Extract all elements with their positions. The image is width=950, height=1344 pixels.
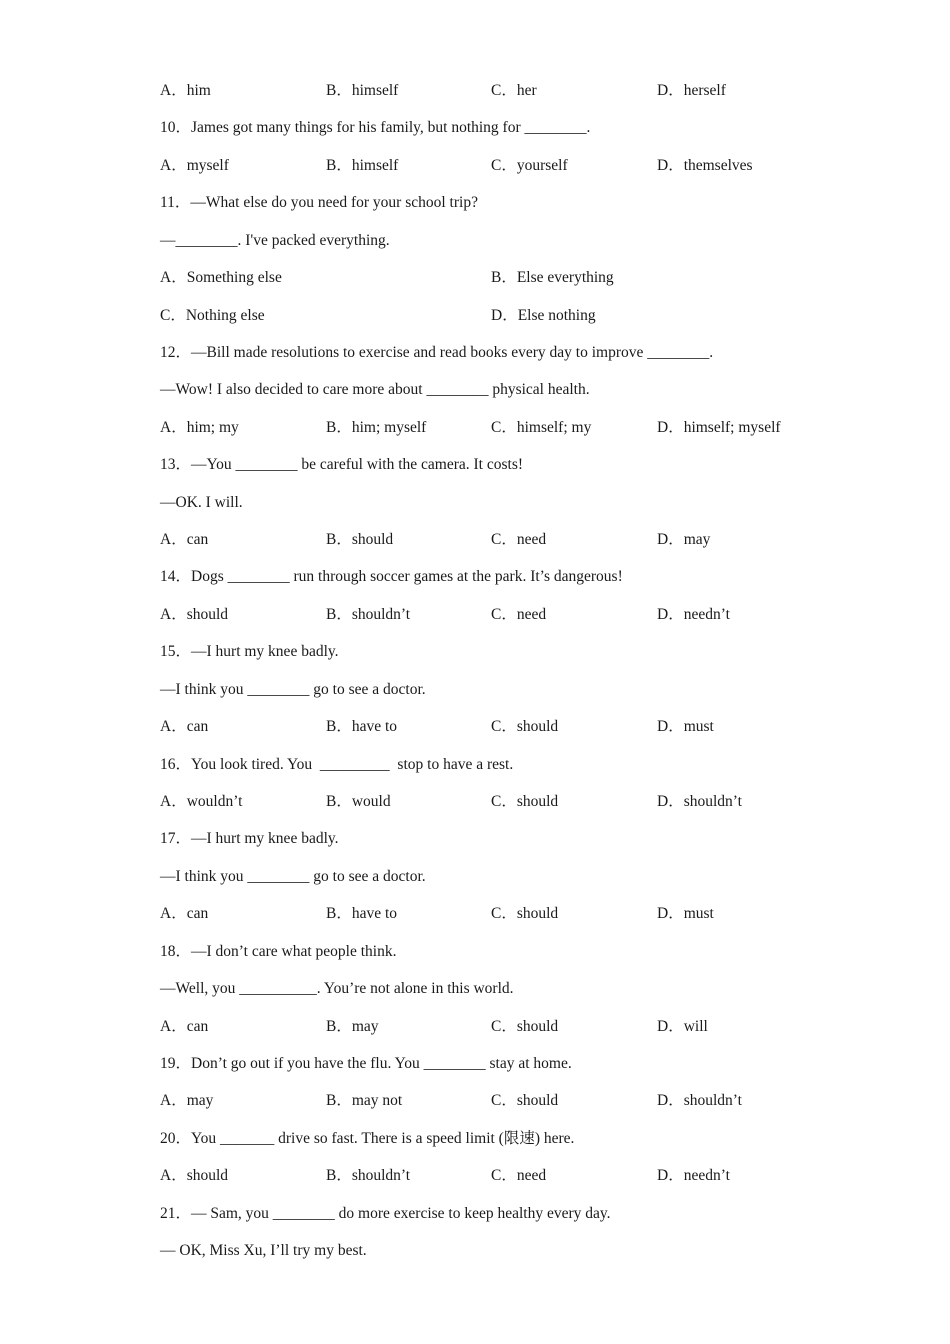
answer-option: B．have to	[326, 905, 398, 922]
answer-option: D．Else nothing	[491, 307, 596, 324]
answer-option: D．will	[657, 1018, 708, 1035]
answer-option: A．can	[160, 1018, 209, 1035]
answer-option: A．Something else	[160, 269, 282, 286]
question-line: 18．—I don’t care what people think.	[160, 943, 397, 960]
question-line: —OK. I will.	[160, 494, 243, 511]
answer-option: D．shouldn’t	[657, 1092, 742, 1109]
question-line: 12．—Bill made resolutions to exercise and read books every day to improve ________.	[160, 344, 714, 361]
answer-option: B．would	[326, 793, 391, 810]
answer-option: D．herself	[657, 82, 726, 99]
answer-option: B．may	[326, 1018, 379, 1035]
answer-option: C．need	[491, 531, 547, 548]
answer-option: D．needn’t	[657, 606, 730, 623]
question-line: 16．You look tired. You _________ stop to have a rest.	[160, 756, 514, 773]
answer-option: C．should	[491, 1092, 559, 1109]
answer-option: B．have to	[326, 718, 398, 735]
answer-option: D．shouldn’t	[657, 793, 742, 810]
question-line: — OK, Miss Xu, I’ll try my best.	[160, 1242, 367, 1259]
answer-option: A．can	[160, 531, 209, 548]
answer-option: B．him; myself	[326, 419, 427, 436]
answer-option: D．needn’t	[657, 1167, 730, 1184]
answer-option: A．him; my	[160, 419, 239, 436]
question-line: 20．You _______ drive so fast. There is a speed limit (限速) here.	[160, 1130, 575, 1147]
answer-option: D．must	[657, 718, 714, 735]
answer-option: B．may not	[326, 1092, 403, 1109]
question-line: 14．Dogs ________ run through soccer games at the park. It’s dangerous!	[160, 568, 623, 585]
question-line: —Well, you __________. You’re not alone in this world.	[160, 980, 514, 997]
answer-option: B．shouldn’t	[326, 606, 411, 623]
answer-option: C．himself; my	[491, 419, 592, 436]
question-line: —I think you ________ go to see a doctor.	[160, 681, 426, 698]
answer-option: A．can	[160, 905, 209, 922]
answer-option: D．must	[657, 905, 714, 922]
question-line: —Wow! I also decided to care more about ________ physical health.	[160, 381, 590, 398]
answer-option: B．Else everything	[491, 269, 614, 286]
answer-option: D．themselves	[657, 157, 753, 174]
question-line: 21．— Sam, you ________ do more exercise to keep healthy every day.	[160, 1205, 611, 1222]
answer-option: A．should	[160, 1167, 229, 1184]
question-line: 10．James got many things for his family, but nothing for ________.	[160, 119, 591, 136]
answer-option: A．wouldn’t	[160, 793, 243, 810]
question-line: 19．Don’t go out if you have the flu. You ________ stay at home.	[160, 1055, 572, 1072]
answer-option: A．may	[160, 1092, 214, 1109]
answer-option: D．may	[657, 531, 711, 548]
answer-option: B．shouldn’t	[326, 1167, 411, 1184]
answer-option: B．himself	[326, 157, 399, 174]
answer-option: C．should	[491, 905, 559, 922]
answer-option: C．yourself	[491, 157, 568, 174]
question-line: —________. I've packed everything.	[160, 232, 390, 249]
question-line: —I think you ________ go to see a doctor.	[160, 868, 426, 885]
question-line: 15．—I hurt my knee badly.	[160, 643, 339, 660]
question-line: 17．—I hurt my knee badly.	[160, 830, 339, 847]
answer-option: C．should	[491, 1018, 559, 1035]
question-line: 11．—What else do you need for your school trip?	[160, 194, 478, 211]
answer-option: A．should	[160, 606, 229, 623]
answer-option: B．himself	[326, 82, 399, 99]
answer-option: C．should	[491, 718, 559, 735]
answer-option: A．can	[160, 718, 209, 735]
answer-option: C．need	[491, 606, 547, 623]
answer-option: C．Nothing else	[160, 307, 265, 324]
answer-option: C．should	[491, 793, 559, 810]
answer-option: C．her	[491, 82, 537, 99]
answer-option: C．need	[491, 1167, 547, 1184]
question-line: 13．—You ________ be careful with the camera. It costs!	[160, 456, 524, 473]
answer-option: D．himself; myself	[657, 419, 781, 436]
answer-option: A．myself	[160, 157, 229, 174]
answer-option: B．should	[326, 531, 394, 548]
answer-option: A．him	[160, 82, 211, 99]
